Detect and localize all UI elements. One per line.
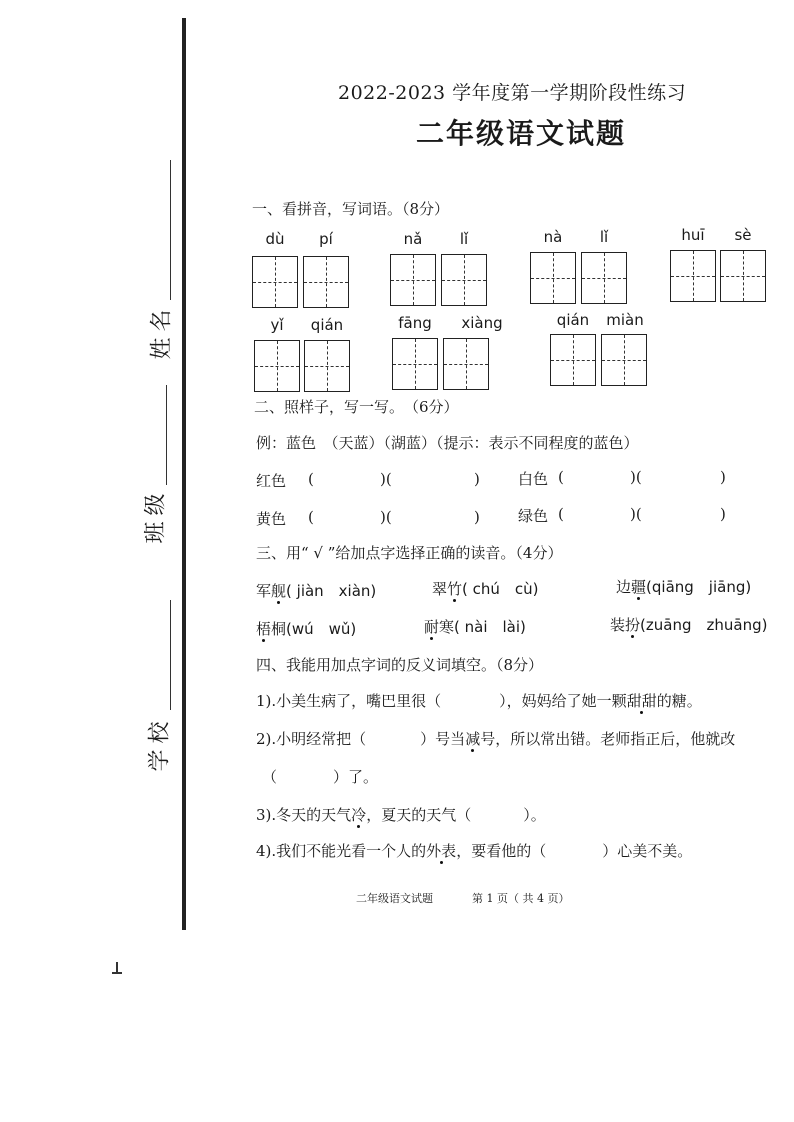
q3-item[interactable] — [256, 580, 376, 601]
q4-item-4 — [256, 840, 692, 861]
answer-blank[interactable] — [650, 468, 716, 488]
q3-options: (qiāng jiāng) — [646, 578, 752, 596]
q4-dotted-word: 冷 — [351, 806, 367, 824]
class-blank[interactable] — [166, 385, 167, 485]
q3-dotted-char: 梧 — [256, 620, 272, 638]
answer-blank[interactable] — [400, 508, 470, 528]
q4-item-2 — [256, 728, 735, 749]
pinyin: nà — [543, 228, 563, 246]
paren-pair: )( — [380, 508, 392, 526]
q2-item-label: 白色 — [518, 470, 549, 488]
name-blank[interactable] — [170, 160, 171, 300]
q3-options: ( jiàn xiàn) — [286, 582, 377, 600]
writing-box[interactable] — [303, 256, 349, 308]
q3-item[interactable] — [256, 618, 356, 639]
pinyin: yǐ — [270, 316, 284, 334]
writing-box[interactable] — [390, 254, 436, 306]
pinyin: nǎ — [403, 230, 423, 248]
answer-blank[interactable] — [318, 470, 378, 490]
q4-dotted-word: 外表 — [426, 842, 457, 860]
q3-options: ( chú cù) — [462, 580, 539, 598]
q2-heading: 二、照样子，写一写。 （6分） — [254, 398, 459, 416]
paren-close: ) — [720, 468, 726, 486]
paren-close: ) — [720, 505, 726, 523]
q3-dotted-char: 舰 — [271, 582, 287, 600]
q4-text: 3).冬天的天气 — [256, 806, 352, 824]
paren-open: ( — [558, 468, 564, 486]
pinyin: miàn — [606, 311, 644, 329]
q3-item[interactable] — [616, 576, 751, 597]
paren-pair: )( — [630, 505, 642, 523]
pinyin: pí — [319, 230, 333, 248]
q3-options: (zuāng zhuāng) — [640, 616, 768, 634]
name-label: 姓名 — [149, 303, 175, 360]
writing-box[interactable] — [254, 340, 300, 392]
q3-dotted-char: 疆 — [631, 578, 647, 596]
paren-close: ) — [474, 470, 480, 488]
q4-text: ，夏天的天气（ — [366, 806, 472, 824]
writing-box[interactable] — [581, 252, 627, 304]
answer-blank[interactable] — [318, 508, 378, 528]
footer-page: 第 1 页（ 共 4 页） — [472, 892, 570, 905]
q3-dotted-char: 耐 — [424, 618, 440, 636]
class-label: 班级 — [143, 487, 169, 544]
footer-subject: 二年级语文试题 — [356, 892, 433, 905]
writing-box[interactable] — [304, 340, 350, 392]
q4-text: （ — [262, 768, 278, 786]
q4-text: ）了。 — [333, 768, 379, 786]
q2-item-label: 红色 — [256, 472, 287, 490]
q3-char: 装 — [610, 616, 626, 634]
writing-box[interactable] — [720, 250, 766, 302]
q4-text: ），妈妈给了她一颗 — [499, 692, 627, 710]
binding-line — [182, 18, 186, 930]
pinyin: fāng — [398, 314, 432, 332]
pinyin: qián — [310, 316, 344, 334]
pinyin: dù — [265, 230, 285, 248]
q3-item[interactable] — [424, 616, 526, 637]
paren-open: ( — [308, 508, 314, 526]
writing-box[interactable] — [550, 334, 596, 386]
writing-box[interactable] — [441, 254, 487, 306]
q3-item[interactable] — [432, 578, 539, 599]
q4-text: 4).我们不能光看一个人的 — [256, 842, 427, 860]
pinyin: lǐ — [599, 228, 609, 246]
paren-open: ( — [558, 505, 564, 523]
writing-box[interactable] — [392, 338, 438, 390]
q1-heading: 一、看拼音，写词语。（8分） — [252, 200, 450, 218]
q4-text: 2).小明经常把（ — [256, 730, 367, 748]
q4-text: ，要看他的（ — [456, 842, 547, 860]
paren-close: ) — [474, 508, 480, 526]
q4-text: ）心美不美。 — [602, 842, 693, 860]
q3-char: 边 — [616, 578, 632, 596]
q4-item-2-cont — [262, 766, 378, 787]
answer-blank[interactable] — [570, 505, 626, 525]
exam-subtitle: 二年级语文试题 — [416, 117, 627, 150]
writing-box[interactable] — [530, 252, 576, 304]
pinyin: sè — [734, 226, 752, 244]
q4-text: ）。 — [523, 806, 546, 824]
answer-blank[interactable] — [400, 470, 470, 490]
q3-char: 军 — [256, 582, 272, 600]
q4-text: 号，所以常出错。老师指正后，他就改 — [480, 730, 736, 748]
q3-char: 翠 — [432, 580, 448, 598]
school-blank[interactable] — [170, 600, 171, 710]
writing-box[interactable] — [443, 338, 489, 390]
q3-item[interactable] — [610, 614, 767, 635]
paren-open: ( — [308, 470, 314, 488]
q4-item-3 — [256, 804, 546, 825]
q2-example: 例：蓝色 （天蓝）（湖蓝）（提示：表示不同程度的蓝色） — [256, 434, 639, 452]
q3-options: (wú wǔ) — [286, 620, 357, 638]
q4-dotted-word: 甜甜 — [626, 692, 657, 710]
q3-heading: 三、用“ √ ”给加点字选择正确的读音。（4分） — [256, 544, 563, 562]
q3-dotted-char: 竹 — [447, 580, 463, 598]
q4-text: ）号当 — [420, 730, 466, 748]
paren-pair: )( — [630, 468, 642, 486]
q2-item-label: 黄色 — [256, 510, 287, 528]
pinyin: qián — [556, 311, 590, 329]
q4-item-1 — [256, 690, 702, 711]
answer-blank[interactable] — [650, 505, 716, 525]
pinyin: lǐ — [459, 230, 469, 248]
q3-options: ( nài lài) — [454, 618, 526, 636]
school-label: 学校 — [147, 715, 173, 772]
answer-blank[interactable] — [570, 468, 626, 488]
q4-text: 的糖。 — [656, 692, 702, 710]
q4-heading: 四、我能用加点字词的反义词填空。（8分） — [256, 656, 544, 674]
q3-char: 寒 — [439, 618, 455, 636]
q3-char: 桐 — [271, 620, 287, 638]
writing-box[interactable] — [670, 250, 716, 302]
corner-mark — [112, 962, 122, 974]
q2-item-label: 绿色 — [518, 507, 549, 525]
exam-title: 2022-2023 学年度第一学期阶段性练习 — [338, 82, 687, 104]
q3-dotted-char: 扮 — [625, 616, 641, 634]
paren-pair: )( — [380, 470, 392, 488]
pinyin: xiàng — [461, 314, 503, 332]
q4-text: 1).小美生病了，嘴巴里很（ — [256, 692, 442, 710]
pinyin: huī — [681, 226, 705, 244]
writing-box[interactable] — [601, 334, 647, 386]
q4-dotted-word: 减 — [465, 730, 481, 748]
writing-box[interactable] — [252, 256, 298, 308]
